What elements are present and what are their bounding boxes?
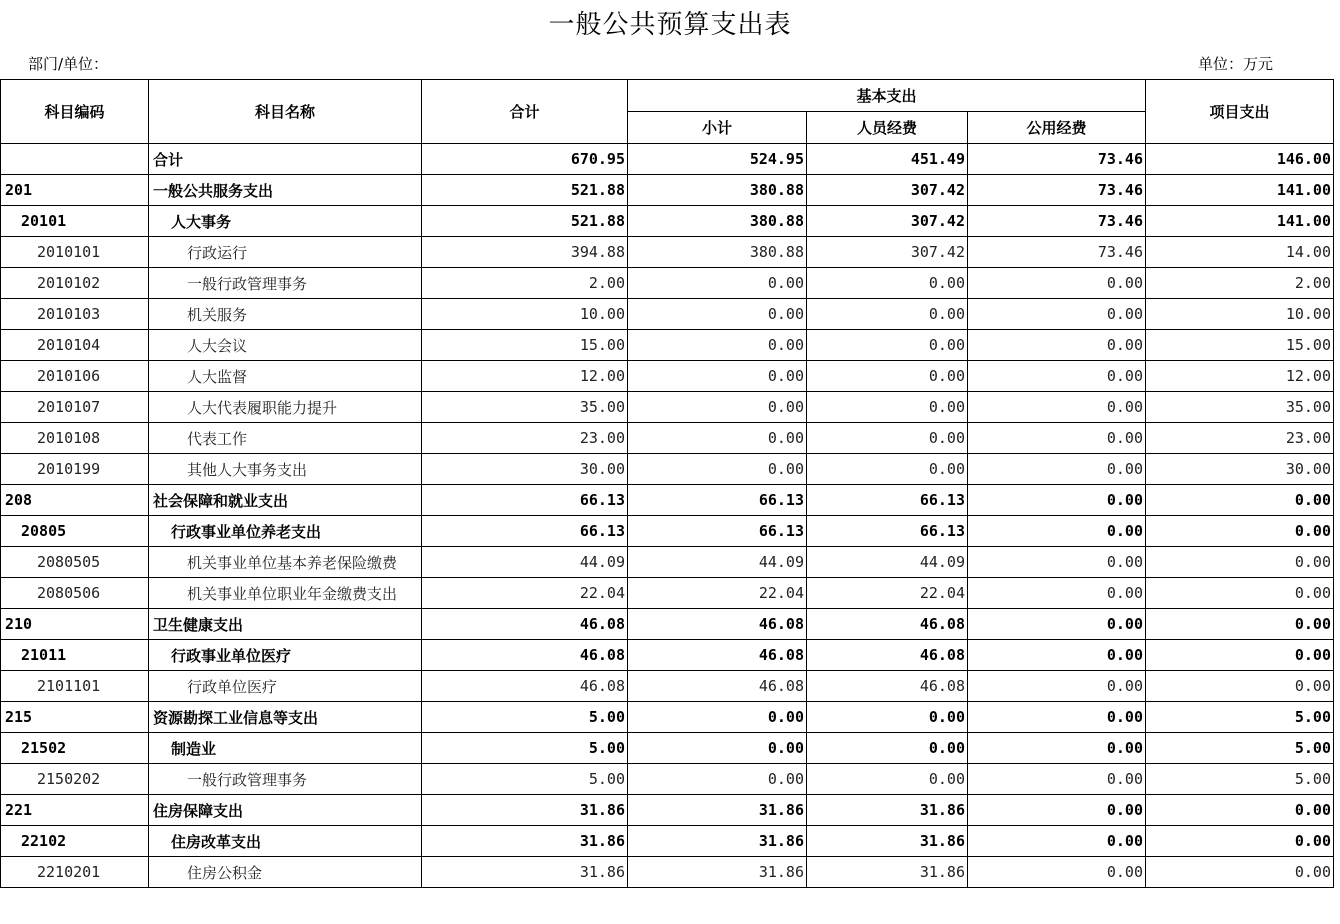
cell-personnel: 0.00 xyxy=(807,423,968,454)
cell-project: 0.00 xyxy=(1146,795,1334,826)
cell-public: 73.46 xyxy=(968,206,1146,237)
cell-personnel: 22.04 xyxy=(807,578,968,609)
department-label: 部门/单位： xyxy=(28,55,109,73)
header-total: 合计 xyxy=(422,80,628,144)
cell-code: 215 xyxy=(1,702,149,733)
cell-project: 5.00 xyxy=(1146,733,1334,764)
table-row xyxy=(1,764,1334,795)
budget-table xyxy=(0,79,1334,888)
table-row xyxy=(1,826,1334,857)
cell-personnel: 0.00 xyxy=(807,361,968,392)
cell-public: 0.00 xyxy=(968,733,1146,764)
cell-project: 5.00 xyxy=(1146,764,1334,795)
cell-public: 0.00 xyxy=(968,485,1146,516)
cell-project: 141.00 xyxy=(1146,206,1334,237)
cell-name: 社会保障和就业支出 xyxy=(149,485,422,516)
header-name: 科目名称 xyxy=(149,80,422,144)
cell-total: 66.13 xyxy=(422,516,628,547)
cell-project: 5.00 xyxy=(1146,702,1334,733)
cell-personnel: 307.42 xyxy=(807,175,968,206)
cell-public: 0.00 xyxy=(968,516,1146,547)
cell-personnel: 0.00 xyxy=(807,392,968,423)
cell-public: 0.00 xyxy=(968,857,1146,888)
cell-code: 2010102 xyxy=(1,268,149,299)
cell-project: 2.00 xyxy=(1146,268,1334,299)
cell-total: 23.00 xyxy=(422,423,628,454)
cell-project: 0.00 xyxy=(1146,516,1334,547)
table-row xyxy=(1,454,1334,485)
cell-total: 46.08 xyxy=(422,671,628,702)
cell-name: 机关事业单位基本养老保险缴费 xyxy=(149,547,422,578)
cell-personnel: 44.09 xyxy=(807,547,968,578)
cell-subtotal: 0.00 xyxy=(628,268,807,299)
cell-subtotal: 0.00 xyxy=(628,392,807,423)
cell-personnel: 307.42 xyxy=(807,206,968,237)
cell-subtotal: 0.00 xyxy=(628,764,807,795)
cell-total: 31.86 xyxy=(422,826,628,857)
cell-total: 46.08 xyxy=(422,640,628,671)
cell-name: 机关事业单位职业年金缴费支出 xyxy=(149,578,422,609)
cell-project: 0.00 xyxy=(1146,640,1334,671)
cell-public: 0.00 xyxy=(968,423,1146,454)
cell-total: 31.86 xyxy=(422,857,628,888)
cell-project: 30.00 xyxy=(1146,454,1334,485)
cell-public: 0.00 xyxy=(968,299,1146,330)
cell-personnel: 0.00 xyxy=(807,764,968,795)
cell-personnel: 46.08 xyxy=(807,640,968,671)
cell-name: 人大代表履职能力提升 xyxy=(149,392,422,423)
cell-code: 20805 xyxy=(1,516,149,547)
cell-name: 合计 xyxy=(149,144,422,175)
cell-code: 2080505 xyxy=(1,547,149,578)
cell-subtotal: 0.00 xyxy=(628,361,807,392)
cell-name: 卫生健康支出 xyxy=(149,609,422,640)
cell-subtotal: 0.00 xyxy=(628,454,807,485)
cell-name: 住房保障支出 xyxy=(149,795,422,826)
cell-name: 人大监督 xyxy=(149,361,422,392)
cell-personnel: 307.42 xyxy=(807,237,968,268)
header-basic: 基本支出 xyxy=(628,80,1146,112)
cell-total: 521.88 xyxy=(422,175,628,206)
cell-code: 21502 xyxy=(1,733,149,764)
cell-project: 23.00 xyxy=(1146,423,1334,454)
cell-total: 15.00 xyxy=(422,330,628,361)
cell-public: 0.00 xyxy=(968,547,1146,578)
cell-project: 14.00 xyxy=(1146,237,1334,268)
header-code: 科目编码 xyxy=(1,80,149,144)
cell-personnel: 0.00 xyxy=(807,733,968,764)
cell-public: 0.00 xyxy=(968,392,1146,423)
cell-name: 机关服务 xyxy=(149,299,422,330)
cell-project: 0.00 xyxy=(1146,609,1334,640)
cell-subtotal: 0.00 xyxy=(628,330,807,361)
cell-subtotal: 46.08 xyxy=(628,671,807,702)
cell-subtotal: 31.86 xyxy=(628,857,807,888)
cell-name: 代表工作 xyxy=(149,423,422,454)
cell-personnel: 0.00 xyxy=(807,454,968,485)
cell-code: 20101 xyxy=(1,206,149,237)
cell-subtotal: 0.00 xyxy=(628,702,807,733)
cell-personnel: 66.13 xyxy=(807,485,968,516)
cell-public: 0.00 xyxy=(968,671,1146,702)
cell-personnel: 31.86 xyxy=(807,826,968,857)
table-row xyxy=(1,237,1334,268)
table-row xyxy=(1,578,1334,609)
cell-subtotal: 31.86 xyxy=(628,826,807,857)
cell-total: 35.00 xyxy=(422,392,628,423)
cell-total: 5.00 xyxy=(422,733,628,764)
cell-total: 2.00 xyxy=(422,268,628,299)
table-row xyxy=(1,485,1334,516)
cell-code xyxy=(1,144,149,175)
cell-project: 0.00 xyxy=(1146,547,1334,578)
cell-total: 670.95 xyxy=(422,144,628,175)
cell-personnel: 0.00 xyxy=(807,330,968,361)
cell-name: 资源勘探工业信息等支出 xyxy=(149,702,422,733)
cell-name: 行政运行 xyxy=(149,237,422,268)
cell-subtotal: 31.86 xyxy=(628,795,807,826)
cell-code: 210 xyxy=(1,609,149,640)
cell-total: 394.88 xyxy=(422,237,628,268)
cell-code: 2010106 xyxy=(1,361,149,392)
table-body xyxy=(1,144,1334,888)
cell-subtotal: 46.08 xyxy=(628,609,807,640)
cell-total: 22.04 xyxy=(422,578,628,609)
cell-personnel: 0.00 xyxy=(807,702,968,733)
cell-name: 其他人大事务支出 xyxy=(149,454,422,485)
table-row xyxy=(1,423,1334,454)
cell-project: 12.00 xyxy=(1146,361,1334,392)
cell-code: 201 xyxy=(1,175,149,206)
cell-code: 208 xyxy=(1,485,149,516)
cell-public: 73.46 xyxy=(968,144,1146,175)
table-row xyxy=(1,733,1334,764)
table-row xyxy=(1,299,1334,330)
cell-code: 21011 xyxy=(1,640,149,671)
cell-subtotal: 0.00 xyxy=(628,299,807,330)
cell-name: 一般行政管理事务 xyxy=(149,764,422,795)
cell-subtotal: 44.09 xyxy=(628,547,807,578)
cell-public: 0.00 xyxy=(968,702,1146,733)
cell-personnel: 66.13 xyxy=(807,516,968,547)
cell-public: 0.00 xyxy=(968,361,1146,392)
cell-name: 一般行政管理事务 xyxy=(149,268,422,299)
cell-personnel: 0.00 xyxy=(807,299,968,330)
cell-name: 行政事业单位医疗 xyxy=(149,640,422,671)
cell-code: 2010107 xyxy=(1,392,149,423)
cell-total: 66.13 xyxy=(422,485,628,516)
cell-public: 0.00 xyxy=(968,578,1146,609)
table-row xyxy=(1,702,1334,733)
cell-project: 0.00 xyxy=(1146,857,1334,888)
table-row xyxy=(1,857,1334,888)
cell-code: 2010101 xyxy=(1,237,149,268)
cell-project: 0.00 xyxy=(1146,826,1334,857)
table-row xyxy=(1,330,1334,361)
cell-public: 0.00 xyxy=(968,609,1146,640)
cell-name: 住房公积金 xyxy=(149,857,422,888)
cell-name: 行政事业单位养老支出 xyxy=(149,516,422,547)
cell-code: 2101101 xyxy=(1,671,149,702)
cell-code: 221 xyxy=(1,795,149,826)
cell-code: 2010108 xyxy=(1,423,149,454)
cell-personnel: 31.86 xyxy=(807,857,968,888)
cell-name: 人大会议 xyxy=(149,330,422,361)
cell-project: 0.00 xyxy=(1146,485,1334,516)
header-public: 公用经费 xyxy=(968,112,1146,144)
unit-label: 单位：万元 xyxy=(1198,55,1274,73)
cell-subtotal: 380.88 xyxy=(628,206,807,237)
cell-personnel: 0.00 xyxy=(807,268,968,299)
table-row xyxy=(1,795,1334,826)
table-row xyxy=(1,361,1334,392)
table-row xyxy=(1,640,1334,671)
cell-code: 2150202 xyxy=(1,764,149,795)
cell-total: 5.00 xyxy=(422,702,628,733)
header-project: 项目支出 xyxy=(1146,80,1334,144)
cell-public: 0.00 xyxy=(968,454,1146,485)
cell-personnel: 31.86 xyxy=(807,795,968,826)
cell-subtotal: 380.88 xyxy=(628,175,807,206)
header-personnel: 人员经费 xyxy=(807,112,968,144)
cell-code: 2210201 xyxy=(1,857,149,888)
cell-project: 10.00 xyxy=(1146,299,1334,330)
cell-subtotal: 66.13 xyxy=(628,485,807,516)
cell-project: 0.00 xyxy=(1146,578,1334,609)
cell-subtotal: 380.88 xyxy=(628,237,807,268)
cell-total: 46.08 xyxy=(422,609,628,640)
table-header xyxy=(1,80,1334,144)
header-subtotal: 小计 xyxy=(628,112,807,144)
cell-subtotal: 0.00 xyxy=(628,423,807,454)
cell-project: 15.00 xyxy=(1146,330,1334,361)
cell-project: 141.00 xyxy=(1146,175,1334,206)
table-row xyxy=(1,175,1334,206)
cell-total: 10.00 xyxy=(422,299,628,330)
cell-code: 22102 xyxy=(1,826,149,857)
cell-subtotal: 0.00 xyxy=(628,733,807,764)
cell-personnel: 451.49 xyxy=(807,144,968,175)
cell-public: 73.46 xyxy=(968,237,1146,268)
cell-public: 0.00 xyxy=(968,795,1146,826)
table-row xyxy=(1,516,1334,547)
table-row xyxy=(1,268,1334,299)
cell-project: 0.00 xyxy=(1146,671,1334,702)
cell-subtotal: 66.13 xyxy=(628,516,807,547)
cell-personnel: 46.08 xyxy=(807,609,968,640)
cell-public: 0.00 xyxy=(968,640,1146,671)
cell-total: 44.09 xyxy=(422,547,628,578)
table-row xyxy=(1,206,1334,237)
table-row xyxy=(1,144,1334,175)
cell-public: 0.00 xyxy=(968,268,1146,299)
cell-code: 2010199 xyxy=(1,454,149,485)
cell-project: 35.00 xyxy=(1146,392,1334,423)
cell-code: 2010104 xyxy=(1,330,149,361)
table-row xyxy=(1,671,1334,702)
cell-project: 146.00 xyxy=(1146,144,1334,175)
cell-name: 人大事务 xyxy=(149,206,422,237)
cell-total: 31.86 xyxy=(422,795,628,826)
page-title: 一般公共预算支出表 xyxy=(548,10,792,40)
cell-subtotal: 46.08 xyxy=(628,640,807,671)
cell-subtotal: 22.04 xyxy=(628,578,807,609)
table-row xyxy=(1,392,1334,423)
cell-subtotal: 524.95 xyxy=(628,144,807,175)
cell-code: 2010103 xyxy=(1,299,149,330)
cell-name: 一般公共服务支出 xyxy=(149,175,422,206)
cell-name: 制造业 xyxy=(149,733,422,764)
cell-personnel: 46.08 xyxy=(807,671,968,702)
cell-public: 0.00 xyxy=(968,330,1146,361)
cell-total: 12.00 xyxy=(422,361,628,392)
cell-public: 0.00 xyxy=(968,764,1146,795)
cell-total: 521.88 xyxy=(422,206,628,237)
table-row xyxy=(1,547,1334,578)
cell-total: 30.00 xyxy=(422,454,628,485)
cell-public: 0.00 xyxy=(968,826,1146,857)
cell-name: 行政单位医疗 xyxy=(149,671,422,702)
cell-public: 73.46 xyxy=(968,175,1146,206)
cell-code: 2080506 xyxy=(1,578,149,609)
table-row xyxy=(1,609,1334,640)
cell-total: 5.00 xyxy=(422,764,628,795)
cell-name: 住房改革支出 xyxy=(149,826,422,857)
